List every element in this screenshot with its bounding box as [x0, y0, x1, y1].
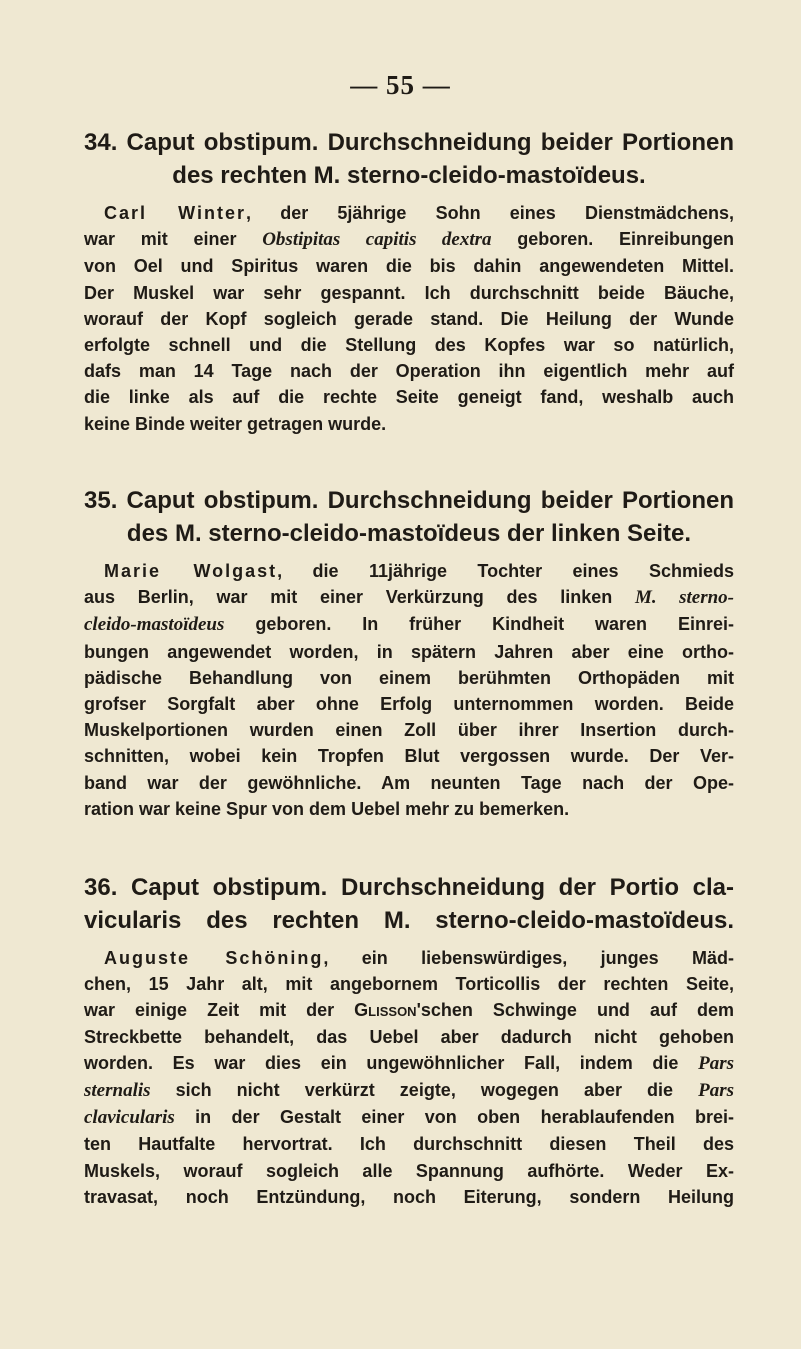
text-line: keine Binde weiter getragen wurde.	[84, 413, 387, 434]
text-line: bungen angewendet worden, in spätern Jahren aber eine ortho-	[84, 641, 734, 662]
case-34	[84, 126, 734, 437]
text-line: die linke als auf die rechte Seite geneigt fand, weshalb auch	[84, 387, 734, 408]
latin-term: clavicularis	[84, 1107, 175, 1129]
latin-term: cleido-mastoïdeus	[84, 614, 225, 636]
text-line: worauf der Kopf sogleich gerade stand. Die Heilung der Wunde	[84, 308, 734, 329]
latin-term: Pars	[698, 1052, 734, 1074]
text-line: war mit einer Obstipitas capitis dextra geboren. Einreibungen	[84, 229, 734, 251]
person-name: Glisson	[354, 1000, 417, 1021]
text-line: travasat, noch Entzündung, noch Eiterung, sondern Heilung	[84, 1186, 734, 1207]
text-line: erfolgte schnell und die Stellung des Kopfes war so natürlich,	[84, 335, 734, 356]
text-line: chen, 15 Jahr alt, mit angebornem Torticollis der rechten Seite,	[84, 974, 734, 995]
case-text	[84, 558, 734, 822]
case-text	[84, 200, 734, 437]
text-line: schnitten, wobei kein Tropfen Blut vergossen wurde. Der Ver-	[84, 746, 734, 767]
heading-line: des rechten M. sterno-cleido-mastoïdeus.	[172, 162, 646, 189]
heading-line: 35. Caput obstipum. Durchschneidung beider Portionen	[84, 487, 734, 514]
text-line: grofser Sorgfalt aber ohne Erfolg unternommen worden. Beide	[84, 694, 734, 715]
heading-line: des M. sterno-cleido-mastoïdeus der linken Seite.	[126, 520, 692, 547]
case-text	[84, 945, 734, 1210]
patient-name: Auguste Schöning	[104, 948, 324, 968]
text-line: Der Muskel war sehr gespannt. Ich durchschnitt beide Bäuche,	[84, 282, 734, 303]
text-line: ration war keine Spur von dem Uebel mehr zu bemerken.	[84, 798, 570, 819]
text-line: Muskels, worauf sogleich alle Spannung aufhörte. Weder Ex-	[84, 1160, 734, 1181]
text-line: Muskelportionen wurden einen Zoll über ihrer Insertion durch-	[84, 720, 734, 741]
patient-name: Carl Winter	[104, 203, 247, 223]
text-line: von Oel und Spiritus waren die bis dahin angewendeten Mittel.	[84, 256, 734, 277]
case-heading	[84, 871, 734, 937]
text-line: band war der gewöhnliche. Am neunten Tage nach der Ope-	[84, 772, 734, 793]
text-line: Carl Winter, der 5jährige Sohn eines Dienstmädchens,	[104, 203, 734, 223]
text-line: dafs man 14 Tage nach der Operation ihn eigentlich mehr auf	[84, 361, 734, 382]
heading-line: 36. Caput obstipum. Durchschneidung der Portio cla-	[84, 874, 734, 901]
latin-term: M. sterno-	[634, 587, 734, 609]
heading-line: 34. Caput obstipum. Durchschneidung beider Portionen	[84, 129, 734, 156]
page-number: — 55 —	[350, 70, 451, 100]
text-line: Auguste Schöning, ein liebenswürdiges, junges Mäd-	[104, 948, 734, 968]
text-line: war einige Zeit mit der Glisson'schen Schwinge und auf dem	[84, 1000, 734, 1021]
text-line: worden. Es war dies ein ungewöhnlicher Fall, indem die Pars	[84, 1052, 734, 1074]
case-35	[84, 484, 734, 822]
text-line: Marie Wolgast, die 11jährige Tochter eines Schmieds	[104, 561, 735, 581]
text-line: clavicularis in der Gestalt einer von oben herablaufenden brei-	[84, 1107, 734, 1129]
heading-line: vicularis des rechten M. sterno-cleido-mastoïdeus.	[84, 907, 734, 934]
text-line: sternalis sich nicht verkürzt zeigte, wogegen aber die Pars	[84, 1080, 734, 1102]
latin-term: sternalis	[84, 1080, 151, 1102]
case-heading	[84, 126, 734, 192]
latin-term: Pars	[698, 1080, 734, 1102]
case-heading	[84, 484, 734, 550]
text-line: ten Hautfalte hervortrat. Ich durchschnitt diesen Theil des	[84, 1134, 734, 1155]
text-line: aus Berlin, war mit einer Verkürzung des linken M. sterno-	[84, 587, 734, 609]
text-line: cleido-mastoïdeus geboren. In früher Kindheit waren Einrei-	[84, 614, 734, 636]
case-36	[84, 871, 734, 1210]
text-line: Streckbette behandelt, das Uebel aber dadurch nicht gehoben	[84, 1026, 734, 1047]
patient-name: Marie Wolgast	[104, 561, 278, 581]
text-line: pädische Behandlung von einem berühmten Orthopäden mit	[84, 667, 734, 688]
latin-term: Obstipitas capitis dextra	[262, 229, 492, 251]
